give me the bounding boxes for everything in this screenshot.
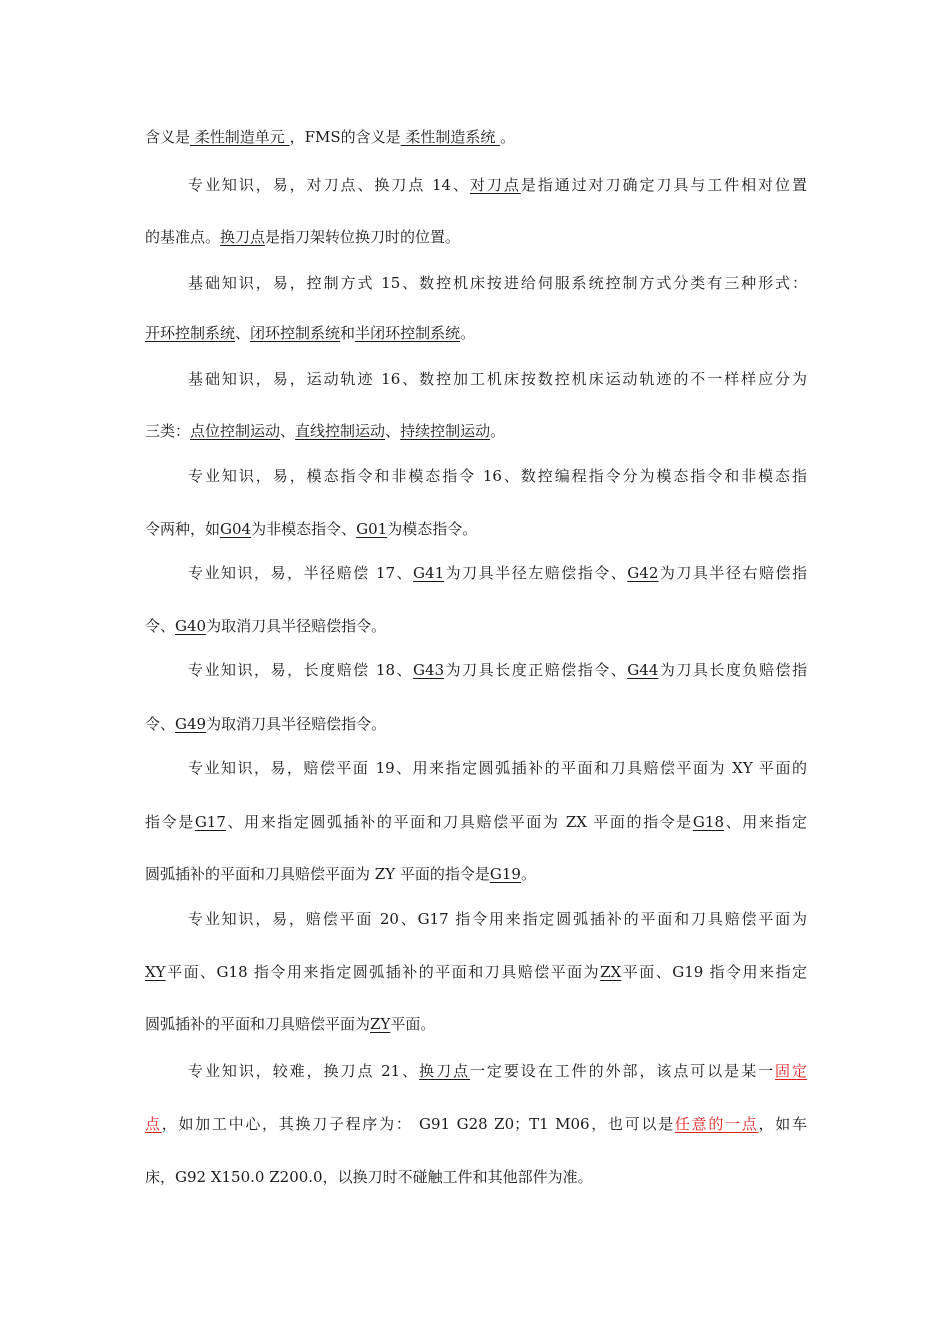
answer-g41: G41 (413, 564, 445, 582)
paragraph-line-12: 专业知识，易，长度赔偿 18、G43为刀具长度正赔偿指令、G44为刀具长度负赔偿指 (188, 661, 807, 679)
answer-g04: G04 (220, 520, 252, 538)
paragraph-line-10: 专业知识，易，半径赔偿 17、G41为刀具半径左赔偿指令、G42为刀具半径右赔偿指 (188, 564, 807, 582)
answer-huandaodian: 换刀点 (220, 228, 266, 246)
paragraph-line-8: 专业知识，易，模态指令和非模态指令 16、数控编程指令分为模态指令和非模态指 (188, 467, 807, 485)
paragraph-line-17: 专业知识，易，赔偿平面 20、G17 指令用来指定圆弧插补的平面和刀具赔偿平面为 (188, 910, 807, 928)
answer-open-loop: 开环控制系统 (145, 324, 236, 342)
paragraph-line-16: 圆弧插补的平面和刀具赔偿平面为 ZY 平面的指令是G19。 (145, 865, 536, 883)
answer-fixed-point: 固定 (775, 1062, 807, 1080)
paragraph-line-1: 含义是 柔性制造单元 ，FMS的含义是 柔性制造系统 。 (145, 128, 516, 146)
answer-closed-loop: 闭环控制系统 (250, 324, 341, 342)
answer-xy-plane: XY (145, 963, 166, 981)
answer-any-point: 任意的一点 (674, 1115, 759, 1133)
answer-semi-closed-loop: 半闭环控制系统 (355, 324, 461, 342)
paragraph-line-13: 令、G49为取消刀具半径赔偿指令。 (145, 715, 387, 733)
answer-g42: G42 (627, 564, 659, 582)
paragraph-line-3: 的基准点。换刀点是指刀架转位换刀时的位置。 (145, 228, 461, 246)
paragraph-line-20: 专业知识，较难，换刀点 21、换刀点一定要设在工件的外部，该点可以是某一固定 (188, 1062, 807, 1080)
answer-g43: G43 (413, 661, 445, 679)
answer-fms: 柔性制造系统 (400, 128, 501, 146)
paragraph-line-2: 专业知识，易，对刀点、换刀点 14、对刀点是指通过对刀确定刀具与工件相对位置 (188, 176, 807, 194)
paragraph-line-6: 基础知识，易，运动轨迹 16、数控加工机床按数控机床运动轨迹的不一样样应分为 (188, 370, 807, 388)
answer-g49: G49 (175, 715, 207, 733)
answer-contour-control: 持续控制运动 (400, 422, 491, 440)
answer-g40: G40 (175, 617, 207, 635)
answer-line-control: 直线控制运动 (295, 422, 386, 440)
answer-duidaodian: 对刀点 (469, 176, 521, 194)
answer-g01: G01 (356, 520, 388, 538)
answer-g17: G17 (194, 813, 226, 831)
answer-point-control: 点位控制运动 (190, 422, 281, 440)
paragraph-line-4: 基础知识，易，控制方式 15、数控机床按进给伺服系统控制方式分类有三种形式： (188, 274, 807, 292)
answer-zy-plane: ZY (370, 1015, 391, 1033)
paragraph-line-18: XY平面、G18 指令用来指定圆弧插补的平面和刀具赔偿平面为ZX平面、G19 指令用来指定 (145, 963, 807, 981)
paragraph-line-11: 令、G40为取消刀具半径赔偿指令。 (145, 617, 387, 635)
answer-g18: G18 (692, 813, 724, 831)
paragraph-line-14: 专业知识，易，赔偿平面 19、用来指定圆弧插补的平面和刀具赔偿平面为 XY 平面的 (188, 759, 807, 777)
answer-g44: G44 (627, 661, 659, 679)
paragraph-line-21: 点，如加工中心，其换刀子程序为： G91 G28 Z0；T1 M06，也可以是任意的一点，如车 (145, 1115, 807, 1133)
answer-zx-plane: ZX (600, 963, 622, 981)
paragraph-line-19: 圆弧插补的平面和刀具赔偿平面为ZY平面。 (145, 1015, 436, 1033)
paragraph-line-5: 开环控制系统、闭环控制系统和半闭环控制系统。 (145, 324, 476, 342)
paragraph-line-9: 令两种，如G04为非模态指令、G01为模态指令。 (145, 520, 478, 538)
answer-fmc: 柔性制造单元 (190, 128, 290, 146)
answer-g19: G19 (489, 865, 521, 883)
paragraph-line-7: 三类：点位控制运动、直线控制运动、持续控制运动。 (145, 422, 506, 440)
paragraph-line-22: 床，G92 X150.0 Z200.0，以换刀时不碰触工件和其他部件为准。 (145, 1168, 593, 1186)
paragraph-line-15: 指令是G17、用来指定圆弧插补的平面和刀具赔偿平面为 ZX 平面的指令是G18、用来指定 (145, 813, 807, 831)
answer-fixed-point-end: 点 (145, 1115, 162, 1133)
answer-tool-change-point: 换刀点 (419, 1062, 470, 1080)
